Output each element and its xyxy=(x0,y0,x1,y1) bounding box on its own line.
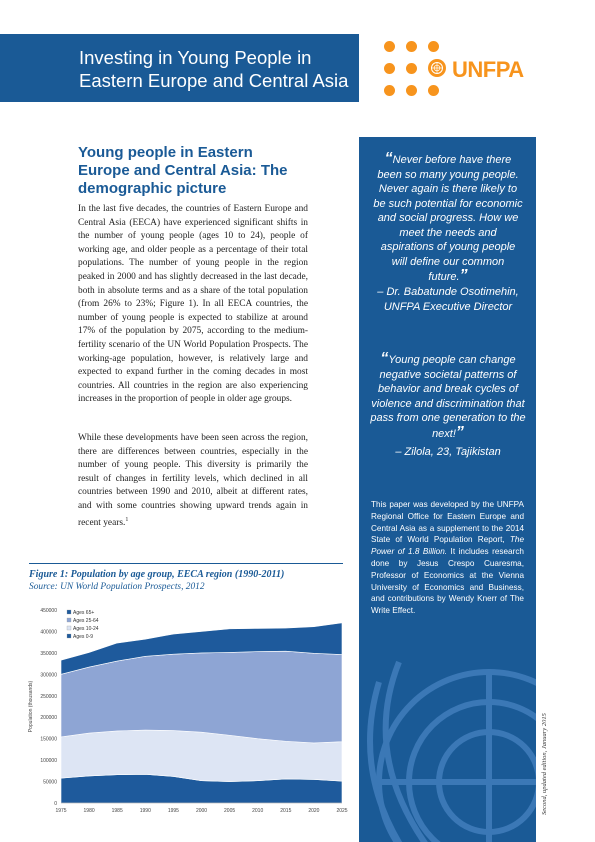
figure-divider xyxy=(29,563,343,564)
x-tick-label: 1995 xyxy=(167,808,179,814)
unfpa-logo xyxy=(384,38,574,100)
logo-dot xyxy=(406,85,417,96)
logo-dot xyxy=(428,85,439,96)
y-tick-label: 100000 xyxy=(40,758,57,765)
legend-swatch xyxy=(67,618,71,622)
figure-source: Source: UN World Population Prospects, 2012 xyxy=(29,582,205,592)
quote-1-attribution xyxy=(369,285,527,314)
quote-1 xyxy=(373,152,523,285)
legend-label: Ages 65+ xyxy=(73,610,95,616)
logo-dot xyxy=(406,63,417,74)
quote-2-text: Young people can change negative societal patterns of behavior and break cycles of violence and discrimination that pass from one generation to the next! xyxy=(370,354,526,440)
y-tick-label: 450000 xyxy=(40,608,57,614)
x-tick-label: 2000 xyxy=(195,808,208,814)
x-tick-label: 2010 xyxy=(252,808,264,814)
y-tick-label: 200000 xyxy=(40,715,57,722)
quote-sidebar xyxy=(359,137,536,842)
authorship-note-text-end: It includes research done by Jesus Crespo Cuaresma, Professor of Economics at the Vienna University of Economics and Business, and contributions by Wendy Knerr of The Write Effect. xyxy=(371,547,524,616)
x-tick-label: 2020 xyxy=(308,808,320,814)
logo-dot xyxy=(384,85,395,96)
legend-swatch xyxy=(67,634,71,638)
x-tick-label: 1985 xyxy=(111,808,123,814)
x-tick-label: 1980 xyxy=(83,808,95,814)
y-tick-label: 50000 xyxy=(43,779,57,786)
section-title-line3: demographic picture xyxy=(78,180,227,197)
un-emblem-watermark xyxy=(359,642,536,842)
open-quote-mark: “ xyxy=(384,150,393,167)
section-title xyxy=(78,144,348,198)
legend-swatch xyxy=(67,626,71,630)
y-tick-label: 400000 xyxy=(40,629,57,636)
close-quote-mark: ” xyxy=(455,423,464,441)
logo-dot xyxy=(384,41,395,52)
legend-label: Ages 10-24 xyxy=(73,626,99,632)
y-tick-label: 0 xyxy=(54,801,57,807)
legend-label: Ages 25-64 xyxy=(73,618,99,624)
close-quote-mark: ” xyxy=(459,267,468,284)
edition-note: Second, updated edition, January 2015 xyxy=(541,713,548,815)
quote-2-attribution: – Zilola, 23, Tajikistan xyxy=(395,446,501,458)
un-emblem-icon xyxy=(428,59,446,77)
section-title-line2: Europe and Central Asia: The xyxy=(78,162,288,179)
report-title: The Power of 1.8 Billion. xyxy=(371,535,524,557)
unfpa-wordmark: UNFPA xyxy=(452,57,524,82)
section-title-line1: Young people in Eastern xyxy=(78,144,253,161)
x-tick-label: 2025 xyxy=(336,808,348,814)
body-paragraph-2 xyxy=(78,432,308,530)
figure-title: Figure 1: Population by age group, EECA region (1990-2011) xyxy=(29,569,285,580)
y-tick-label: 350000 xyxy=(40,650,57,657)
body-paragraph-2-text: While these developments have been seen across the region, there are differences between countries, especially in the number of young people. This diversity is primarily the result of changes in fertility levels, which declined in all countries between 1990 and 2010, albeit at different rates, and with some countries showing upward trends again in recent years. xyxy=(78,433,308,528)
logo-dot xyxy=(406,41,417,52)
logo-dot xyxy=(384,63,395,74)
body-paragraph-1: In the last five decades, the countries of Eastern Europe and Central Asia (EECA) have experienced significant shifts in the number of young people (ages 10 to 24), people of working age, and older people as a percentage of their total populations. The number of young people in the region peaked in 2000 and has slightly decreased in the last decade, both in absolute terms and as a share of the total population (from 26% to 23%; Figure 1). In all EECA countries, the number of young people is expected to stabilize at around 17% of the population by 2075, according to the medium-fertility scenario of the UN World Population Prospects. The working-age population, however, is relatively large and expected to expand further in the coming decades in most countries. All countries in the region are also experiencing increases in the proportion of people in older age groups. xyxy=(78,204,308,405)
footnote-marker: 1 xyxy=(125,516,129,523)
document-title xyxy=(79,46,359,92)
document-title-line1: Investing in Young People in xyxy=(79,47,312,68)
x-tick-label: 2005 xyxy=(224,808,236,814)
legend-label: Ages 0-9 xyxy=(73,634,94,640)
quote-2 xyxy=(369,352,527,441)
y-axis-label: Population (thousands) xyxy=(28,680,34,733)
authorship-note-text: This paper was developed by the UNFPA Regional Office for Eastern Europe and Central Asia as a supplement to the 2014 State of World Population Report, xyxy=(371,500,524,545)
y-tick-label: 150000 xyxy=(40,736,57,743)
document-title-line2: Eastern Europe and Central Asia xyxy=(79,70,349,91)
population-area-chart xyxy=(22,600,352,822)
x-tick-label: 2015 xyxy=(280,808,292,814)
y-tick-label: 250000 xyxy=(40,693,57,700)
y-tick-label: 300000 xyxy=(40,672,57,679)
quote-1-attribution-line1: – Dr. Babatunde Osotimehin, xyxy=(377,286,519,298)
quote-1-attribution-line2: UNFPA Executive Director xyxy=(383,300,513,313)
logo-dot xyxy=(428,41,439,52)
open-quote-mark: “ xyxy=(380,350,389,367)
legend-swatch xyxy=(67,610,71,614)
x-tick-label: 1975 xyxy=(55,808,67,814)
authorship-note xyxy=(371,499,524,617)
quote-1-text: Never before have there been so many young people. Never again is there likely to be such potential for economic and social progress. How we meet the needs and aspirations of young people will define our common future. xyxy=(373,154,523,283)
x-tick-label: 1990 xyxy=(139,808,151,814)
area-series-3 xyxy=(61,651,342,743)
